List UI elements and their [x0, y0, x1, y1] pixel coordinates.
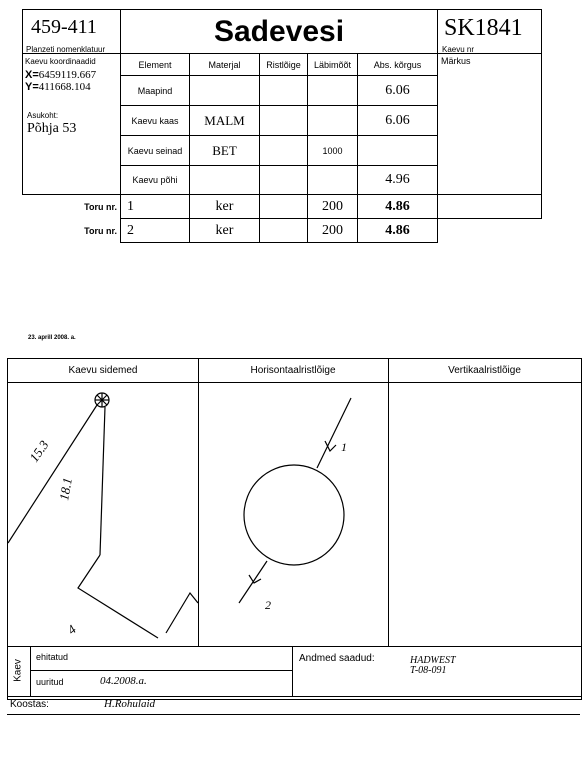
tie-label: 18.1	[56, 476, 75, 502]
pipe-label: Toru nr.	[84, 201, 117, 212]
coords-label: Kaevu koordinaadid	[25, 57, 96, 66]
pipe-label: Toru nr.	[84, 225, 117, 236]
well-number: SK1841	[444, 15, 523, 41]
panel-horizontal-title: Horisontaalristlõige	[250, 365, 336, 376]
row-element: Maapind	[121, 76, 190, 106]
well-card-table	[22, 9, 542, 243]
surveyed-value: 04.2008.a.	[100, 675, 147, 687]
page-title: Sadevesi	[213, 14, 345, 48]
pipe-diameter: 200	[308, 195, 358, 219]
tie-line-right	[100, 407, 105, 555]
pipe-number: 1	[121, 195, 190, 219]
pipe-abs-height: 4.86	[358, 195, 438, 219]
kaev-label: Kaev	[12, 659, 24, 682]
surveyed-label: uuritud	[36, 677, 64, 687]
well-number-label: Kaevu nr	[442, 45, 475, 54]
compiled-label: Koostas:	[10, 699, 49, 710]
row-element: Kaevu seinad	[121, 136, 190, 166]
pipe-diameter: 200	[308, 219, 358, 243]
remarks-cell	[438, 54, 542, 195]
location-value: Põhja 53	[27, 121, 77, 136]
pipe-material: ker	[190, 195, 260, 219]
panel-vertical-title: Vertikaalristlõige	[448, 365, 521, 376]
y-prefix: Y=	[25, 81, 39, 93]
col-element: Element	[121, 54, 190, 76]
x-coordinate: 6459119.667	[38, 69, 97, 81]
row-element: Kaevu põhi	[121, 166, 190, 195]
tie-line-left	[8, 405, 97, 543]
ties-sketch	[8, 383, 198, 646]
source-line-2: T-08-091	[410, 665, 447, 676]
pipe-arrow-label: 2	[265, 598, 271, 612]
pipe-number: 2	[121, 219, 190, 243]
remarks-label: Märkus	[441, 56, 471, 66]
y-coordinate: 411668.104	[38, 81, 91, 93]
built-label: ehitatud	[36, 652, 69, 662]
nomenclature-value: 459-411	[31, 16, 97, 38]
pipe-material: ker	[190, 219, 260, 243]
row-material: BET	[190, 136, 260, 166]
panel-ties-title: Kaevu sidemed	[68, 365, 138, 376]
col-material: Materjal	[190, 54, 260, 76]
x-prefix: X=	[25, 69, 39, 81]
pipe-abs-height: 4.86	[358, 219, 438, 243]
horizontal-section-sketch	[199, 383, 388, 646]
row-abs-height: 6.06	[358, 76, 438, 106]
pipe-row	[23, 219, 542, 243]
nomenclature-label: Planzeti nomenklatuur	[26, 45, 106, 54]
col-cross-section: Ristlõige	[260, 54, 308, 76]
location-label: Asukoht:	[27, 111, 59, 120]
row-abs-height: 4.96	[358, 166, 438, 195]
date-stamp: 23. aprill 2008. a.	[28, 335, 76, 341]
well-number-cell	[438, 10, 542, 54]
nomenclature-cell	[23, 10, 121, 54]
well-cross-section-circle	[244, 465, 344, 565]
sketch-form	[7, 358, 582, 700]
title-cell	[121, 10, 438, 54]
row-diameter: 1000	[308, 136, 358, 166]
building-outline	[78, 555, 158, 638]
compiled-value: H.Rohulaid	[104, 698, 156, 710]
source-line-1: HADWEST	[410, 655, 456, 666]
row-abs-height: 6.06	[358, 106, 438, 136]
pipe-arrow-label: 1	[341, 440, 347, 454]
tie-label: 15.3	[26, 437, 52, 465]
row-element: Kaevu kaas	[121, 106, 190, 136]
coords-cell	[23, 54, 121, 195]
tie-label: 4	[64, 621, 79, 638]
source-label: Andmed saadud:	[299, 653, 375, 664]
col-diameter: Läbimõõt	[308, 54, 358, 76]
pipe-1-line	[317, 398, 351, 468]
pipe-row	[23, 195, 542, 219]
row-material: MALM	[190, 106, 260, 136]
col-abs-height: Abs. kõrgus	[358, 54, 438, 76]
